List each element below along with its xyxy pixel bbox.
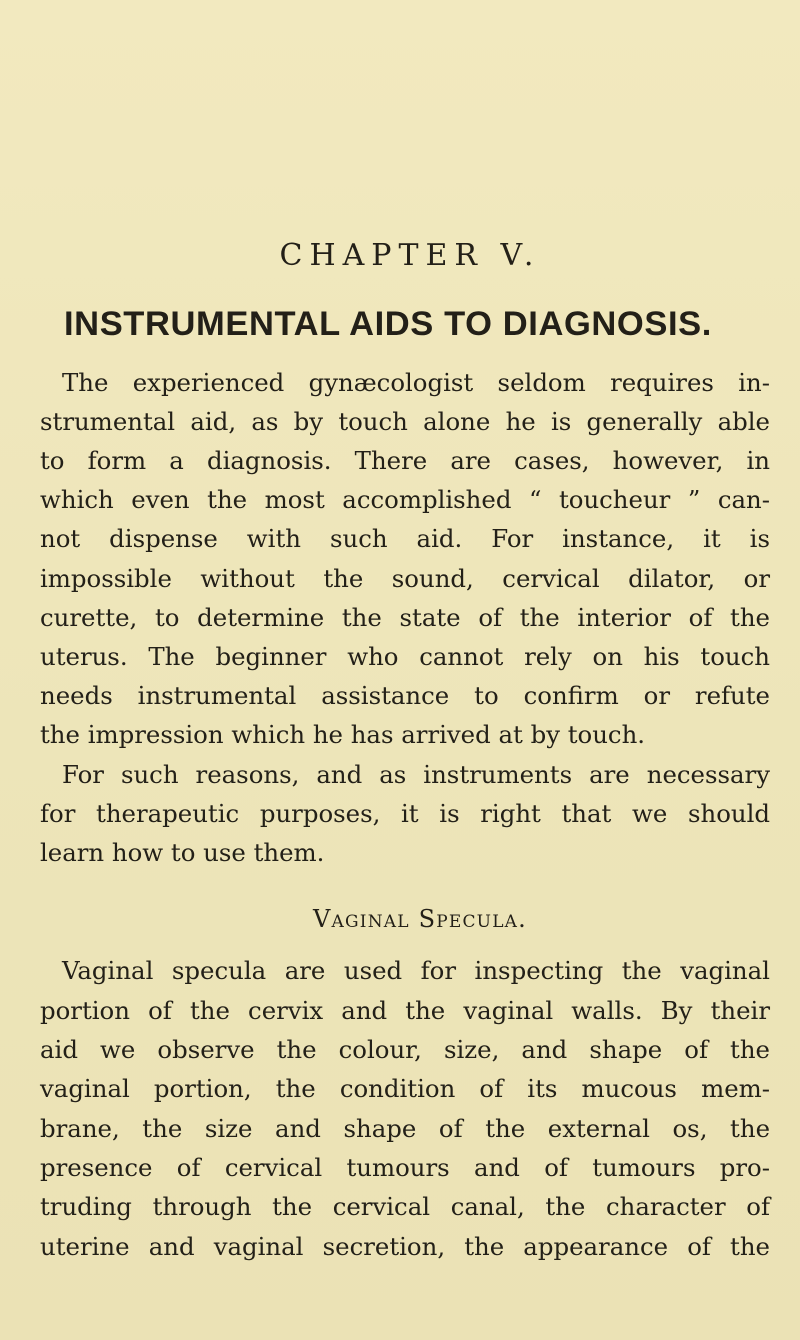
section-heading: Vaginal Specula. [313, 905, 527, 933]
text-line: presence of cervical tumours and of tumours pro- [40, 1153, 770, 1182]
text-line: aid we observe the colour, size, and shape of the [40, 1035, 770, 1064]
text-line: learn how to use them. [40, 838, 325, 867]
text-line: which even the most accomplished “ toucheur ” can- [40, 485, 770, 514]
text-line: portion of the cervix and the vaginal walls. By their [40, 996, 770, 1025]
text-line: uterine and vaginal secretion, the appearance of the [40, 1232, 770, 1261]
text-line: For such reasons, and as instruments are necessary [62, 760, 770, 789]
text-line: truding through the cervical canal, the character of [40, 1192, 770, 1221]
text-line: for therapeutic purposes, it is right that we should [40, 799, 770, 828]
chapter-heading: CHAPTER V. [279, 238, 541, 273]
text-line: needs instrumental assistance to confirm or refute [40, 681, 770, 710]
text-line: The experienced gynæcologist seldom requires in- [62, 368, 770, 397]
text-line: the impression which he has arrived at by touch. [40, 720, 646, 749]
text-line: vaginal portion, the condition of its mucous mem- [40, 1074, 770, 1103]
text-line: curette, to determine the state of the interior of the [40, 603, 770, 632]
text-line: brane, the size and shape of the external os, the [40, 1114, 770, 1143]
text-line: uterus. The beginner who cannot rely on his touch [40, 642, 770, 671]
chapter-title: INSTRUMENTAL AIDS TO DIAGNOSIS. [64, 305, 712, 343]
text-line: Vaginal specula are used for inspecting the vaginal [62, 956, 770, 985]
text-line: strumental aid, as by touch alone he is generally able [40, 407, 770, 436]
text-line: not dispense with such aid. For instance, it is [40, 524, 770, 553]
text-line: impossible without the sound, cervical dilator, or [40, 564, 770, 593]
text-line: to form a diagnosis. There are cases, however, in [40, 446, 770, 475]
